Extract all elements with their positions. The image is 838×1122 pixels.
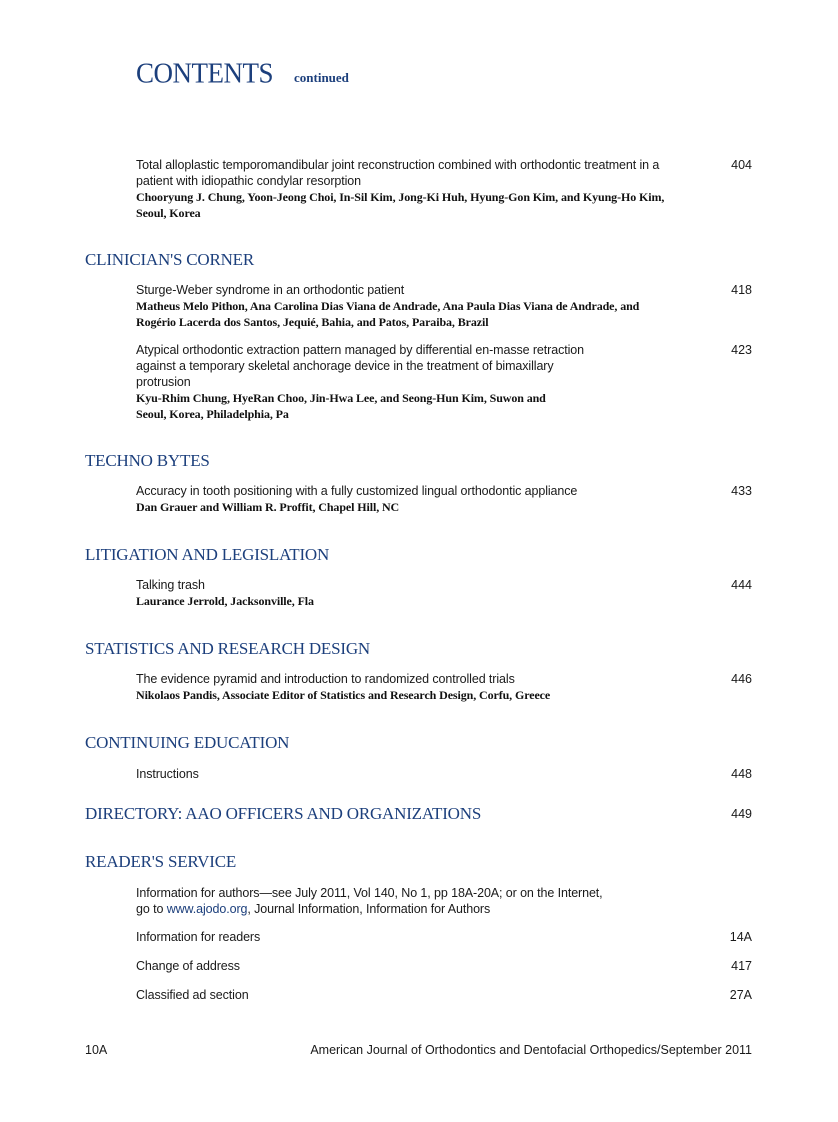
entry-page: 448 xyxy=(731,767,752,781)
info-authors-line1: Information for authors—see July 2011, Vol 140, No 1, pp 18A-20A; or on the Internet, xyxy=(136,886,603,900)
info-authors-line2 xyxy=(136,901,696,917)
entry-title[interactable]: Talking trash xyxy=(136,578,205,592)
entry-title[interactable]: Atypical orthodontic extraction pattern managed by differential en-masse retraction against a temporary skeletal anchorage device in the treatment of bimaxillary protrusion xyxy=(136,343,584,389)
section-heading-statistics: STATISTICS AND RESEARCH DESIGN xyxy=(85,639,370,658)
entry-authors: Laurance Jerrold, Jacksonville, Fla xyxy=(136,594,314,608)
ajodo-link[interactable]: www.ajodo.org xyxy=(166,902,248,916)
section-heading-clinicians-corner: CLINICIAN'S CORNER xyxy=(85,250,254,269)
toc-entry[interactable] xyxy=(136,929,752,945)
entry-title[interactable]: Total alloplastic temporomandibular joint reconstruction combined with orthodontic treatment in a patient with idiopathic condylar resorption xyxy=(136,158,660,188)
section-heading-continuing-education: CONTINUING EDUCATION xyxy=(85,733,290,752)
toc-entry[interactable] xyxy=(136,577,752,609)
footer-page-number: 10A xyxy=(85,1043,108,1057)
page-subtitle: continued xyxy=(294,70,349,85)
footer-journal: American Journal of Orthodontics and Dentofacial Orthopedics/September 2011 xyxy=(310,1043,752,1057)
entry-title[interactable]: Instructions xyxy=(136,767,199,781)
toc-entry[interactable] xyxy=(136,157,752,221)
entry-title[interactable]: The evidence pyramid and introduction to randomized controlled trials xyxy=(136,672,515,686)
entry-authors: Chooryung J. Chung, Yoon-Jeong Choi, In-Sil Kim, Jong-Ki Huh, Hyung-Gon Kim, and Kyung-Ho Kim, Seoul, Korea xyxy=(136,190,665,220)
entry-page: 444 xyxy=(731,578,752,592)
info-for-authors xyxy=(136,885,752,917)
entry-page: 27A xyxy=(729,988,752,1002)
toc-entry[interactable] xyxy=(136,987,752,1003)
entry-page: 433 xyxy=(731,484,752,498)
entry-authors: Matheus Melo Pithon, Ana Carolina Dias Viana de Andrade, Ana Paula Dias Viana de Andrade, and Rogério Lacerda dos Santos, Jequié, Bahia, and Patos, Paraiba, Brazil xyxy=(136,299,640,329)
entry-page: 417 xyxy=(731,959,752,973)
entry-authors: Kyu-Rhim Chung, HyeRan Choo, Jin-Hwa Lee, and Seong-Hun Kim, Suwon and Seoul, Korea, Philadelphia, Pa xyxy=(136,391,546,421)
toc-entry[interactable] xyxy=(136,671,752,703)
entry-title[interactable]: Accuracy in tooth positioning with a fully customized lingual orthodontic appliance xyxy=(136,484,578,498)
entry-page: 14A xyxy=(729,930,752,944)
entry-title[interactable]: Sturge-Weber syndrome in an orthodontic patient xyxy=(136,283,405,297)
entry-page: 404 xyxy=(731,158,752,172)
entry-page: 418 xyxy=(731,283,752,297)
section-heading-techno-bytes: TECHNO BYTES xyxy=(85,451,210,470)
toc-entry[interactable] xyxy=(136,342,752,422)
toc-entry[interactable] xyxy=(136,958,752,974)
toc-entry[interactable] xyxy=(136,483,752,515)
entry-page: 446 xyxy=(731,672,752,686)
section-heading-readers-service: READER'S SERVICE xyxy=(85,852,237,871)
section-heading-directory[interactable]: DIRECTORY: AAO OFFICERS AND ORGANIZATIONS xyxy=(85,804,482,823)
directory-page: 449 xyxy=(731,807,752,821)
page-title: CONTENTS xyxy=(136,57,273,89)
entry-title[interactable]: Information for readers xyxy=(136,930,261,944)
info-authors-prefix: go to xyxy=(136,902,167,916)
entry-title[interactable]: Classified ad section xyxy=(136,988,249,1002)
toc-entry[interactable] xyxy=(136,766,752,782)
info-authors-suffix: , Journal Information, Information for Authors xyxy=(247,902,491,916)
entry-authors: Nikolaos Pandis, Associate Editor of Statistics and Research Design, Corfu, Greece xyxy=(136,688,551,702)
toc-entry[interactable] xyxy=(136,282,752,330)
section-heading-litigation: LITIGATION AND LEGISLATION xyxy=(85,545,330,564)
entry-title[interactable]: Change of address xyxy=(136,959,240,973)
entry-authors: Dan Grauer and William R. Proffit, Chapel Hill, NC xyxy=(136,500,400,514)
entry-page: 423 xyxy=(731,343,752,357)
page-header xyxy=(136,58,349,89)
